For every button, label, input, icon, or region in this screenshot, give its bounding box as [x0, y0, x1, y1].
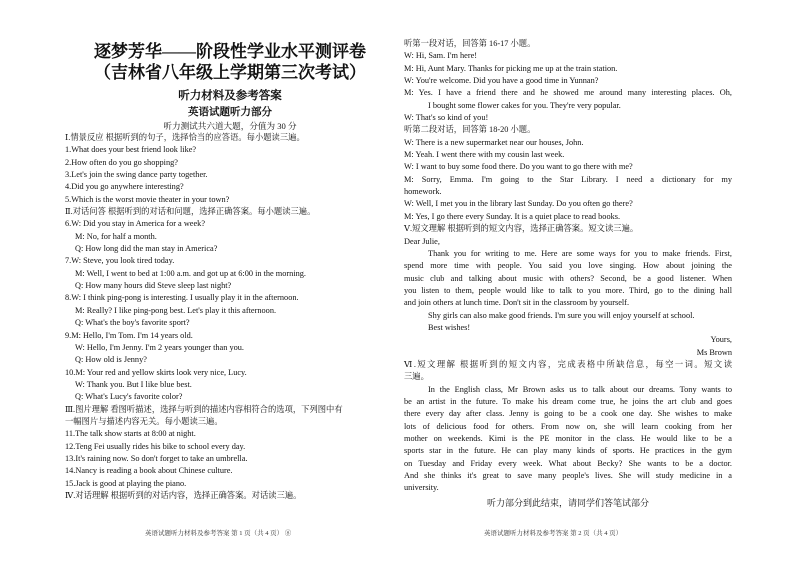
text-line: W: You're welcome. Did you have a good time in Yunnan?	[404, 76, 599, 86]
text-line: music club and talking about music with others? Second, be a good listener. When	[404, 273, 732, 283]
text-line: 7.W: Steve, you look tired today.	[65, 256, 175, 266]
text-line: 11.The talk show starts at 8:00 at night.	[65, 429, 196, 439]
text-line: 15.Jack is good at playing the piano.	[65, 478, 187, 488]
part3-heading-line2: 一幅图片与描述内容无关。每小题读三遍。	[65, 416, 223, 426]
text-line: university.	[404, 483, 439, 493]
text-line: 13.It's raining now. So don't forget to take an umbrella.	[65, 453, 248, 463]
text-line: In the English class, Mr Brown asks us to talk about our dreams. Tony wants to	[428, 384, 732, 394]
text-line: 5.Which is the worst movie theater in your town?	[65, 194, 230, 204]
text-line: there every day after class. Jenny is going to be a cook one day. She wishes to make	[404, 409, 732, 419]
text-line: W: That's so kind of you!	[404, 113, 489, 123]
letter-body	[404, 248, 732, 334]
text-line: 6.W: Did you stay in America for a week?	[65, 219, 206, 229]
part5-heading: Ⅴ.短文理解 根据听到的短文内容，选择正确答案。短文读三遍。	[404, 224, 639, 234]
text-line: W: There is a new supermarket near our houses, John.	[404, 137, 584, 147]
text-line: be an artist in the future. To make his dream come true, he joins the art club and goes	[404, 396, 732, 406]
text-line: M: Really? I like ping-pong best. Let's play it this afternoon.	[75, 305, 277, 315]
text-line: you listen to them, people would like to talk to you more. Third, go to the dining hall	[404, 285, 732, 295]
text-line: Q: How many hours did Steve sleep last night?	[75, 281, 232, 291]
text-line: mother on weekends. Kimi is the PE monitor in the class. He would like to be a	[404, 434, 732, 443]
end-note: 听力部分到此结束，请同学们答笔试部分	[486, 497, 649, 508]
material-title: 听力材料及参考答案	[178, 90, 282, 102]
text-line: M: Yes. I have a friend there and he showed me around many interesting places. Oh,	[404, 88, 732, 98]
footer-right: 英语试题听力材料及参考答案 第 2 页（共 4 页）	[484, 530, 623, 537]
text-line: Best wishes!	[428, 322, 471, 332]
text-line: And she thinks it's great to save many people's lives. She will study medicine in a	[404, 471, 732, 481]
text-line: 14.Nancy is reading a book about Chinese culture.	[65, 466, 233, 476]
text-line: 1.What does your best friend look like?	[65, 145, 197, 155]
dialogue2-lines	[404, 137, 732, 223]
text-line: M: Yes, I go there every Sunday. It is a quiet place to read books.	[404, 211, 621, 221]
exam-title: 逐梦芳华——阶段性学业水平测评卷	[94, 42, 366, 61]
text-line: and join others at lunch time. Don't sit in the classroom by yourself.	[404, 298, 630, 308]
text-line: Q: How long did the man stay in America?	[75, 244, 218, 254]
right-column	[404, 38, 732, 509]
text-line: 8.W: I think ping-pong is interesting. I usually play it in the afternoon.	[65, 293, 299, 303]
dialogue2-heading: 听第二段对话，回答第 18-20 小题。	[404, 125, 536, 135]
text-line: M: Sorry, Emma. I'm going to the Star Library. I need a dictionary for my	[404, 174, 732, 184]
text-line: Q: What's Lucy's favorite color?	[75, 392, 183, 402]
dialogue1-heading: 听第一段对话，回答第 16-17 小题。	[404, 39, 536, 48]
part6-heading-line1: Ⅵ.短文理解 根据听到的短文内容，完成表格中所缺信息，每空一词。短文读	[404, 359, 732, 369]
text-line: on Tuesday and Friday every week. What about Becky? She wants to be a doctor.	[404, 458, 732, 468]
part6-passage	[404, 384, 732, 495]
text-line: 3.Let's join the swing dance party together.	[65, 170, 208, 180]
text-line: Shy girls can also make good friends. I'm sure you will enjoy yourself at school.	[428, 310, 695, 320]
text-line: W: I want to buy some food there. Do you want to go there with me?	[404, 162, 633, 172]
text-line: M: Hi, Aunt Mary. Thanks for picking me up at the train station.	[404, 63, 618, 73]
text-line: 4.Did you go anywhere interesting?	[65, 182, 184, 192]
part1-heading: Ⅰ.情景反应 根据听到的句子，选择恰当的应答语。每小题读三遍。	[65, 133, 305, 142]
part1-items	[65, 144, 395, 206]
left-column	[65, 38, 395, 502]
part3-items	[65, 428, 395, 490]
part2-items	[65, 218, 395, 403]
text-line: M: Yeah. I went there with my cousin last week.	[404, 150, 565, 160]
letter-greeting: Dear Julie,	[404, 236, 440, 246]
section-note: 听力测试共六道大题，分值为 30 分	[163, 121, 297, 131]
text-line: 10.M: Your red and yellow skirts look very nice, Lucy.	[65, 367, 247, 377]
footer-left: 英语试题听力材料及参考答案 第 1 页（共 4 页） ⑧	[145, 530, 292, 537]
part3-heading-line1: Ⅲ.图片理解 看图听描述，选择与听到的描述内容相符合的选项，下列图中有	[65, 404, 343, 414]
text-line: W: Well, I met you in the library last Sunday. Do you often go there?	[404, 199, 633, 209]
text-line: 9.M: Hello, I'm Tom. I'm 14 years old.	[65, 330, 193, 340]
text-line: homework.	[404, 187, 442, 197]
text-line: M: Well, I went to bed at 1:00 a.m. and got up at 6:00 in the morning.	[75, 268, 306, 278]
text-line: 2.How often do you go shopping?	[65, 157, 178, 167]
letter-closing: Yours,	[710, 335, 732, 345]
section-title: 英语试题听力部分	[188, 107, 272, 118]
exam-subtitle: （吉林省八年级上学期第三次考试）	[94, 63, 366, 82]
text-line: Thank you for writing to me. Here are some ways for you to make friends. First,	[428, 248, 732, 258]
part6-heading-line2: 三遍。	[404, 372, 429, 382]
text-line: sports star in the future. He can play many kinds of sports. He practices in the gym	[404, 446, 732, 456]
text-line: W: Thank you. But I like blue best.	[75, 379, 192, 389]
text-line: M: No, for half a month.	[75, 231, 157, 241]
text-line: W: Hi, Sam. I'm here!	[404, 51, 478, 61]
text-line: I bought some flower cakes for you. They're very popular.	[428, 100, 621, 110]
letter-signature: Ms Brown	[696, 347, 732, 357]
text-line: 12.Teng Fei usually rides his bike to school every day.	[65, 441, 246, 451]
text-line: spend more time with people. You said you love singing. How about joining the	[404, 261, 732, 271]
text-line: Q: What's the boy's favorite sport?	[75, 318, 190, 328]
part2-heading: Ⅱ.对话问答 根据听到的对话和问题，选择正确答案。每小题读三遍。	[65, 207, 316, 217]
dialogue1-lines	[404, 50, 732, 124]
text-line: lots of delicious food for others. From now on, she will learn cooking from her	[404, 421, 732, 431]
part4-heading: Ⅳ.对话理解 根据听到的对话内容，选择正确答案。对话读三遍。	[65, 490, 302, 500]
text-line: Q: How old is Jenny?	[75, 355, 147, 365]
text-line: W: Hello, I'm Jenny. I'm 2 years younger than you.	[75, 342, 244, 352]
